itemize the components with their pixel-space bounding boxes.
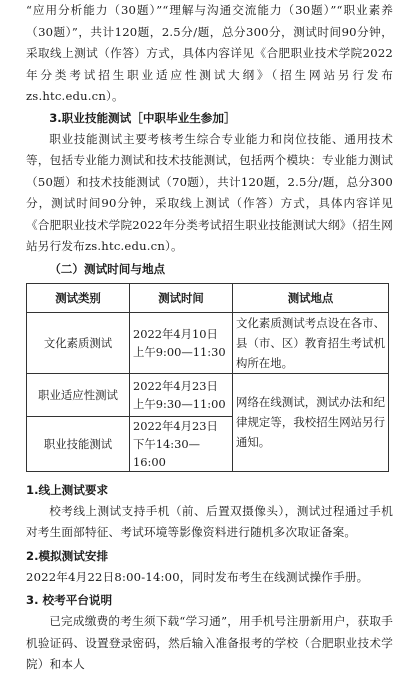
cell-date: 2022年4月10日	[133, 326, 218, 341]
cell-hours: 下午14:30—16:00	[133, 436, 200, 469]
cell-hours: 上午9:30—11:00	[133, 396, 226, 411]
cell-date: 2022年4月23日	[133, 378, 218, 393]
schedule-table	[26, 283, 389, 472]
table-header-row	[27, 283, 389, 312]
paragraph-mock-test: 2022年4月22日8:00-14:00，同时发布考生在线测试操作手册。	[26, 569, 369, 584]
header-test-time: 测试时间	[130, 283, 233, 312]
heading-skill-test: 3.职业技能测试［中职毕业生参加］	[49, 110, 236, 125]
table-row	[27, 312, 389, 373]
heading-platform: 3. 校考平台说明	[26, 593, 113, 607]
cell-type: 职业适应性测试	[27, 373, 130, 416]
table-row	[27, 373, 389, 416]
cell-date: 2022年4月23日	[133, 418, 218, 433]
paragraph-adaptability-content: “应用分析能力（30题）”“理解与沟通交流能力（30题）”“职业素养（30题）”，共计120题，2.5分/题，总分300分，测试时间90分钟，采取线上测试（作答）方式，具体内容详见《合肥职业技术学院2022年分类考试招生职业适应性测试大纲》（招生网站另行发布zs.htc.edu.cn）。	[26, 3, 393, 103]
cell-type: 文化素质测试	[27, 312, 130, 373]
header-test-place: 测试地点	[233, 283, 389, 312]
header-test-type: 测试类别	[27, 283, 130, 312]
heading-online-requirements: 1.线上测试要求	[26, 482, 109, 497]
paragraph-skill-test: 职业技能测试主要考核考生综合专业能力和岗位技能、通用技术等，包括专业能力测试和技术技能测试，包括两个模块：专业能力测试（50题）和技术技能测试（70题），共计120题，2.5分/题，总分300分，测试时间90分钟，采取线上测试（作答）方式，具体内容详见《合肥职业技术学院2022年分类考试招生职业技能测试大纲》（招生网站另行发布zs.htc.edu.cn）。	[26, 131, 393, 253]
cell-type: 职业技能测试	[27, 416, 130, 471]
cell-time	[130, 312, 233, 373]
cell-time	[130, 416, 233, 471]
heading-mock-test: 2.模拟测试安排	[26, 548, 109, 563]
cell-place: 文化素质测试考点设在各市、县（市、区）教育招生考试机构所在地。	[233, 312, 389, 373]
cell-hours: 上午9:00—11:30	[133, 344, 226, 359]
cell-place: 网络在线测试，测试办法和纪律规定等，我校招生网站另行通知。	[233, 373, 389, 471]
paragraph-platform: 已完成缴费的考生须下载“学习通”，用手机号注册新用户，获取手机验证码、设置登录密码，然后输入准备报考的学校（合肥职业技术学院）和本人	[26, 614, 393, 671]
paragraph-online-requirements: 校考线上测试支持手机（前、后置双摄像头），测试过程通过手机对考生面部特征、考试环境等影像资料进行随机多次取证备案。	[26, 503, 393, 539]
heading-time-place: （二）测试时间与地点	[49, 261, 166, 276]
cell-time	[130, 373, 233, 416]
